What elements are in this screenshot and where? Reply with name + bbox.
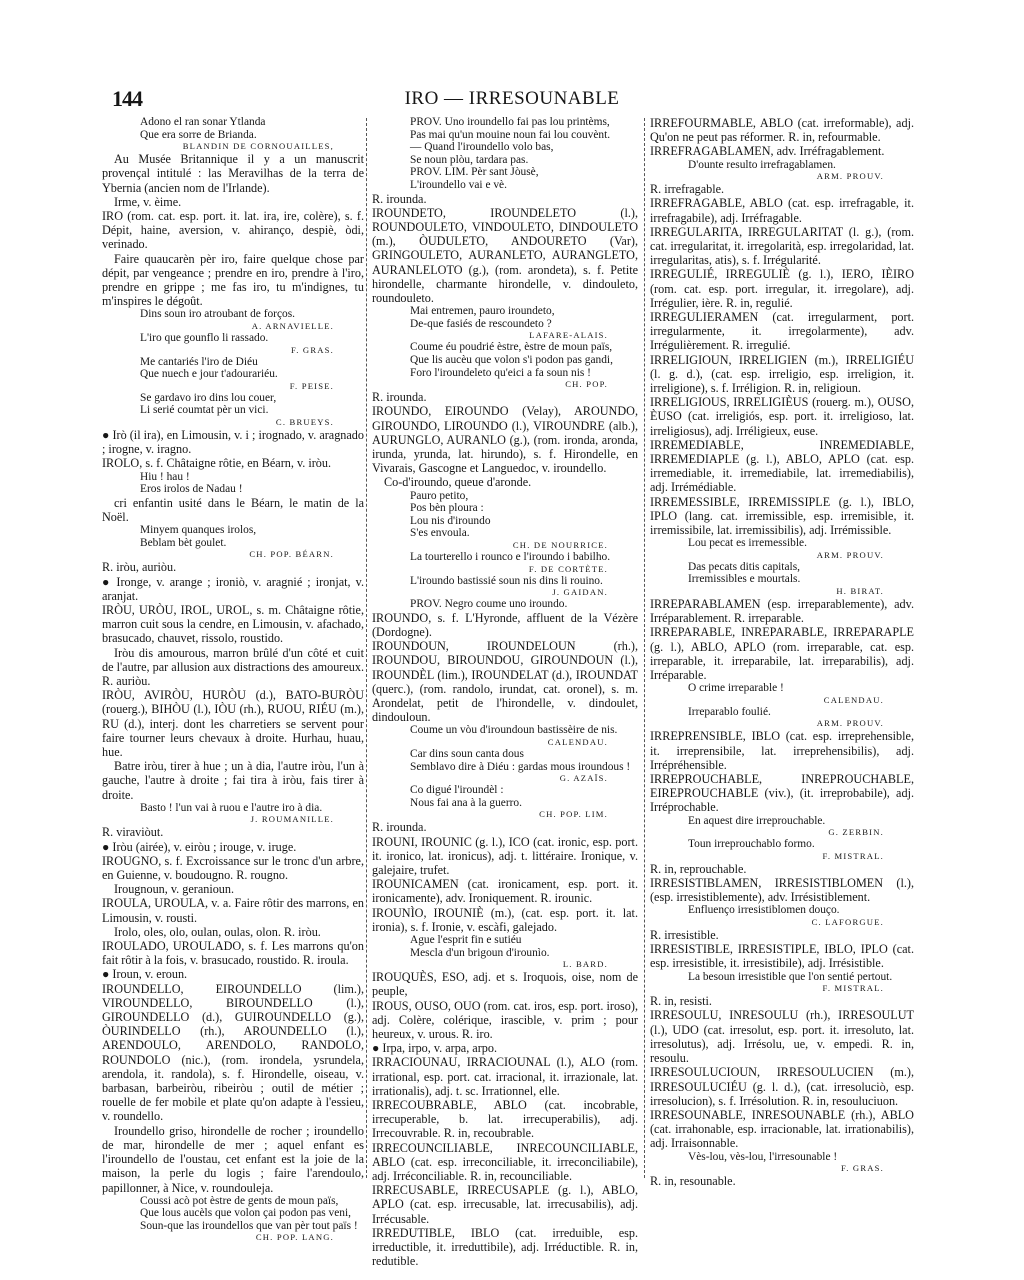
dictionary-entry: IRREDUTIBLE, IBLO (cat. irreduible, esp. irreductible, it. irreduttibile), adj. Irréductible. R. in, redutible. [372,1225,638,1269]
quotation-line: Li serié coumtat pèr un vici. [140,404,269,417]
dictionary-entry: ● Iroun, v. eroun. [102,967,188,982]
quotation-line: Dins soun iro atroubant de forços. [140,308,296,321]
dictionary-entry: IRREPROUCHABLE, INREPROUCHABLE, EIREPROUCHABLE (viv.), (it. irreprobabile), adj. Irréprochable. [650,772,914,815]
dictionary-entry: IRÒU, URÒU, IROL, UROL, s. m. Châtaigne rôtie, marron cuit sous la cendre, en Limousin, v. afachado, brasucado, chauvet, rissolo, roustido. [102,602,364,646]
quotation-line: Beblam bèt goulet. [140,536,227,549]
dictionary-entry: IRREPRENSIBLE, IBLO (cat. esp. irreprehensible, it. irreprensibile, lat. irreprehensibilis), adj. Irrépréhensible. [650,729,914,772]
entry-paragraph: Irougnoun, v. geranioun. [114,882,235,897]
quotation-attribution: J. ROUMANILLE. [250,814,334,825]
quotation-line: Mai entremen, pauro iroundeto, [410,305,555,318]
quotation-line: — Quand l'iroundello volo bas, [410,141,554,154]
dictionary-entry: IRREPARABLAMEN (esp. irreparablemente), adv. Irréparablement. R. irreparable. [650,597,914,626]
dictionary-entry: R. in, resounable. [650,1174,736,1189]
quotation-line: Pos bèn ploura : [410,502,484,515]
dictionary-entry: IRRESISTIBLE, IRRESISTIPLE, IBLO, IPLO (cat. esp. irresistible, it. irresistibile), adj. Irrésistible. [650,942,914,971]
dictionary-entry: R. in, reprouchable. [650,861,747,876]
entry-paragraph: Irolo, oles, olo, oulan, oulas, olon. R. iròu. [114,924,321,939]
dictionary-entry: IRRESOULU, INRESOULU (rh.), IRRESOULUT (l.), UDO (cat. irresolut, esp. port. it. irresoluto, lat. irresolutus), adj. Irrésolu, ue, v. empedi. R. in, resoulu. [650,1008,914,1066]
dictionary-entry: IROUNDO, EIROUNDO (Velay), AROUNDO, GIROUNDO, LIROUNDO (l.), VIROUNDRE (alb.), AURUNGLO, AURANLO (g.), (rom. ironda, aronda, irunda, yrunda, lat. hirundo), s. f. Hirondelle, en Vivarais, Gascogne et Languedoc, v. iroundello. [372,404,638,476]
quotation-attribution: H. BIRAT. [836,586,884,597]
quotation-line: Co digué l'iroundèl : [410,784,504,797]
quotation-line: L'iro que gounflo li rassado. [140,332,269,345]
quotation-line: Das pecats ditis capitals, [688,560,800,573]
dictionary-entry: ● Ironge, v. arange ; ironiò, v. aragnié ; ironjat, v. aranjat. [102,574,364,603]
page-header [112,86,912,116]
quotation-line: Coussi acò pot èstre de gents de moun païs, [140,1194,339,1207]
quotation-attribution: LAFARE-ALAIS. [529,330,608,341]
quotation-line: L'iroundo bastissié soun nis dins li rouino. [410,574,603,587]
quotation-attribution: CALENDAU. [823,694,884,705]
dictionary-entry: R. iròu, auriòu. [102,560,177,575]
running-title: IRO — IRRESOUNABLE [404,88,620,109]
quotation-line: O crime irreparable ! [688,682,784,695]
dictionary-entry: IRREMEDIABLE, INREMEDIABLE, IRREMEDIAPLE (g. l.), ABLO, APLO (cat. esp. irremediable, it. irremediabile, lat. irremediabilis), adj. Irrémédiable. [650,437,914,495]
dictionary-entry: ● Iròu (airée), v. eiròu ; irouge, v. iruge. [102,839,297,854]
dictionary-entry: IROUNÌO, IROUNIÈ (m.), (cat. esp. port. it. lat. ironia), s. f. Ironie, v. escàfi, galejado. [372,905,638,934]
quotation-line: Irreparablo foulié. [688,705,771,718]
quotation-line: Lou pecat es irremessible. [688,537,807,550]
entry-paragraph: Batre iròu, tirer à hue ; un à dia, l'autre iròu, l'un à gauche, l'autre à droite ; fai tira à iròu, fais tirer à droite. [102,759,364,802]
dictionary-entry: R. irounda. [372,820,427,835]
dictionary-entry: IRRACIOUNAU, IRRACIOUNAL (l.), ALO (rom. irrational, esp. port. cat. irracional, it. irrazionale, lat. irrationalis), adj. t. sc. Irrationnel, elle. [372,1055,638,1098]
quotation-line: PROV. Negro coume uno iroundo. [410,598,568,611]
entry-paragraph: Irme, v. èime. [114,194,182,209]
column-divider [644,118,645,1178]
dictionary-entry: IROUNI, IROUNIC (g. l.), ICO (cat. ironic, esp. port. it. ironico, lat. ironicus), adj. t. littéraire. Ironique, v. galejaire, trufet. [372,834,638,877]
entry-paragraph: Faire quaucarèn pèr iro, faire quelque chose par dépit, par vengeance ; prendre en iro, prendre à l'iro, prendre en grippe ; me fas iro, tu m'indignes, tu m'inspires le dégoût. [102,251,364,309]
quotation-attribution: G. AZAÏS. [559,773,608,784]
quotation-line: Irremissibles e mourtals. [688,573,801,586]
dictionary-entry: IROUNDETO, IROUNDELETO (l.), ROUNDOULETO, VINDOULETO, DINDOULETO (m.), ÒUDULETO, ANDOURETO (Var), GRINGOULETO, AURANLETO, AURANGLETO, AURANLELOTO (g.), (rom. arondeta), s. f. Petite hirondelle, charmante hirondelle, v. dindouleto, roundouleto. [372,205,638,305]
entry-paragraph: Co-d'iroundo, queue d'aronde. [384,475,532,490]
quotation-attribution: L. BARD. [562,959,608,970]
quotation-attribution: ARM. PROUV. [816,549,884,560]
quotation-attribution: BLANDIN DE CORNOUAILLES, [182,141,334,152]
dictionary-entry: IROUS, OUSO, OUO (rom. cat. iros, esp. port. iroso), adj. Colère, colérique, irascible, v. prim ; pour heureux, v. urous. R. iro. [372,998,638,1041]
dictionary-entry: IROUQUÈS, ESO, adj. et s. Iroquois, oise, nom de peuple, [372,970,638,999]
quotation-attribution: CALENDAU. [547,736,608,747]
quotation-attribution: F. MISTRAL. [822,983,884,994]
entry-paragraph: Iròu dis amourous, marron brûlé d'un côté et cuit de l'autre, par allusion aux distractions des amoureux. R. auriòu. [102,645,364,688]
quotation-line: Lou nis d'iroundo [410,514,491,527]
dictionary-entry: IROULA, UROULA, v. a. Faire rôtir des marrons, en Limousin, v. rousti. [102,896,364,925]
dictionary-entry: ● Irò (il ira), en Limousin, v. i ; irognado, v. aragnado ; irogne, v. iragno. [102,427,364,457]
quotation-attribution: C. BRUEYS. [275,416,334,427]
quotation-attribution: F. DE CORTÈTE. [528,563,608,574]
quotation-line: De-que fasiés de rescoundeto ? [410,317,552,330]
column-divider [366,118,367,1178]
quotation-line: Nous fai ana à la guerro. [410,796,522,809]
quotation-line: PROV. Uno iroundello fai pas lou printèms, [410,116,610,128]
quotation-line: Vès-lou, vès-lou, l'irresounable ! [688,1150,838,1163]
quotation-line: S'es envoula. [410,527,470,540]
quotation-line: Eros irolos de Nadau ! [140,483,243,496]
quotation-attribution: CH. POP. [565,379,608,390]
dictionary-entry: IRREFOURMABLE, ABLO (cat. irreformable), adj. Qu'on ne peut pas réformer. R. in, refourmable. [650,116,914,145]
quotation-line: Semblavo dire à Diéu : gardas mous iroundous ! [410,760,631,773]
quotation-attribution: F. PEISE. [289,380,334,391]
dictionary-entry: IRRECUSABLE, IRRECUSAPLE (g. l.), ABLO, APLO (cat. esp. irrecusable, lat. irrecusabilis), adj. Irrécusable. [372,1183,638,1226]
dictionary-entry: IRRESOUNABLE, INRESOUNABLE (rh.), ABLO (cat. irrahonable, esp. irracionable, lat. irrationabilis), adj. Irraisonnable. [650,1107,914,1151]
dictionary-entry: R. in, resisti. [650,994,712,1009]
quotation-line: Enfluenço irresistiblomen douço. [688,904,840,917]
quotation-line: Toun irreprouchablo formo. [688,838,815,851]
entry-paragraph: Iroundello griso, hirondelle de rocher ; iroundello de mar, hirondelle de mer ; aquel enfant es l'iroundello de l'oustau, cet enfant est la joie de la maison, la perle du logis ; faire l'arendoulo, papillonner, à Nice, v. roundouleja. [102,1123,364,1195]
quotation-line: Hiu ! hau ! [140,470,190,483]
dictionary-entry: IROULADO, UROULADO, s. f. Les marrons qu'on fait rôtir à la fois, v. brasucado, roustido. R. iroula. [102,939,364,968]
dictionary-entry: R. irounda. [372,191,427,206]
middle-column [372,116,638,1269]
quotation-line: Pauro petito, [410,489,469,502]
dictionary-entry: R. viraviòut. [102,825,164,840]
dictionary-entry: IROUNDO, s. f. L'Hyronde, affluent de la Vézère (Dordogne). [372,610,638,639]
quotation-line: La besoun irresistible que l'on sentié pertout. [688,970,893,983]
dictionary-entry: IRRESISTIBLAMEN, IRRESISTIBLOMEN (l.), (esp. irresistiblemente), adv. Irrésistiblement. [650,876,914,905]
quotation-attribution: F. GRAS. [840,1163,884,1174]
quotation-line: Mescla d'un brigoun d'irounìo. [410,946,550,959]
quotation-line: Que era sorre de Brianda. [140,128,257,141]
dictionary-entry: IRREFRAGABLAMEN, adv. Irréfragablement. [650,144,885,159]
left-column [102,116,364,1243]
quotation-line: Coume un vòu d'iroundoun bastissèire de nis. [410,724,618,737]
dictionary-entry: R. irrefragable. [650,182,725,197]
dictionary-entry: IRREFRAGABLE, ABLO (cat. esp. irrefragable, it. irrefragabile), adj. Irréfragable. [650,196,914,225]
quotation-line: PROV. LIM. Pèr sant Jòusè, [410,166,539,179]
quotation-attribution: CH. POP. LANG. [255,1232,334,1243]
quotation-attribution: ARM. PROUV. [816,718,884,729]
entry-paragraph: cri enfantin usité dans le Béarn, le matin de la Noël. [102,495,364,524]
quotation-line: Foro l'iroundeleto qu'eici a fa soun nis ! [410,366,591,379]
quotation-line: Minyem quanques irolos, [140,524,257,537]
quotation-line: Que lous aucèls que volon çai podon pas veni, [140,1207,351,1220]
dictionary-entry: R. irresistible. [650,928,719,943]
quotation-line: Que lis aucèu que volon s'i podon pas gandi, [410,353,613,366]
dictionary-entry: IRRELIGIOUN, IRRELIGIEN (m.), IRRELIGIÉU (l. g. d.), (cat. esp. irreligio, esp. irreligion, it. irreligione), s. f. Irréligion. R. in, religioun. [650,352,914,396]
quotation-attribution: CH. DE NOURRICE. [512,539,608,550]
quotation-attribution: CH. POP. LIM. [539,809,608,820]
dictionary-entry: IRO (rom. cat. esp. port. it. lat. ira, ire, colère), s. f. Dépit, haine, aversion, v. ahiranço, despiè, òdi, verinado. [102,209,364,252]
quotation-line: D'ounte resulto irrefragablamen. [688,158,836,171]
dictionary-entry: ● Irpa, irpo, v. arpa, arpo. [372,1041,498,1056]
quotation-attribution: CH. POP. BÉARN. [249,549,334,560]
dictionary-entry: IRRELIGIOUS, IRRELIGIÈUS (rouerg. m.), OUSO, ÈUSO (cat. irreligiós, esp. port. it. irreligioso, lat. irreligiosus), adj. Irréligieux, euse. [650,395,914,438]
dictionary-entry: IROUNDOUN, IROUNDELOUN (rh.), IROUNDOU, BIROUNDOU, GIROUNDOUN (l.), IROUNDÈL (lim.), IROUNDELAT (d.), IROUNDAT (querc.), (rom. randolo, irundat, cat. oronel), s. m. Arondelat, petit de l'hirondelle, v. dindoulet, dindouloun. [372,639,638,725]
quotation-line: Me cantariés l'iro de Diéu [140,355,258,368]
right-column [650,116,914,1196]
quotation-line: Car dins soun canta dous [410,747,524,760]
quotation-attribution: F. GRAS. [290,344,334,355]
dictionary-entry: R. irounda. [372,390,427,405]
quotation-attribution: F. MISTRAL. [822,850,884,861]
quotation-attribution: C. LAFORGUE. [811,917,884,928]
quotation-line: La tourterello i rounco e l'iroundo i babilho. [410,550,611,563]
quotation-attribution: J. GAIDAN. [552,587,608,598]
quotation-line: Basto ! l'un vai à ruou e l'autre iro à dia. [140,801,323,814]
quotation-attribution: A. ARNAVIELLE. [251,321,334,332]
quotation-line: Se gardavo iro dins lou couer, [140,391,277,404]
dictionary-entry: IROLO, s. f. Châtaigne rôtie, en Béarn, v. iròu. [102,456,332,471]
dictionary-entry: IRREGULIERAMEN (cat. irregularment, port. irregularmente, it. irregolarmente), adv. Irrégulièrement. R. irregulié. [650,310,914,353]
entry-paragraph: Au Musée Britannique il y a un manuscrit provençal intitulé : las Meravilhas de la terra de Ybernia (ancien nom de l'Irlande). [102,152,364,195]
quotation-line: Adono el ran sonar Ytlanda [140,116,266,128]
dictionary-entry: IRRECOUNCILIABLE, INRECOUNCILIABLE, ABLO (cat. esp. irreconciliable, it. irreconciliabile), adj. Irréconciliable. R. in, recounciliable. [372,1140,638,1183]
dictionary-entry: IRRECOUBRABLE, ABLO (cat. incobrable, irrecuperable, b. lat. irrecuperabilis), adj. Irrecouvrable. R. in, recoubrable. [372,1097,638,1141]
quotation-line: En aquest dire irreprouchable. [688,814,826,827]
dictionary-entry: IROUNICAMEN (cat. ironicament, esp. port. it. ironicamente), adv. Ironiquement. R. irounic. [372,877,638,906]
quotation-line: Que nuech e jour t'adourariéu. [140,368,278,381]
quotation-line: Coume éu poudrié èstre, èstre de moun païs, [410,341,613,354]
dictionary-entry: IRÒU, AVIRÒU, HURÒU (d.), BATO-BURÒU (rouerg.), BIHÒU (l.), IÒU (rh.), RUOU, RIÉU (m.), RU (d.), interj. dont les charretiers se servent pour faire tourner leurs chevaux à droite. Hurhau, huau, hue. [102,688,364,760]
dictionary-entry: IRREPARABLE, INREPARABLE, IRREPARAPLE (g. l.), ABLO, APLO (rom. irreparable, cat. esp. irreparable, it. irreparabile, lat. irreparabilis), adj. Irréparable. [650,625,914,683]
dictionary-entry: IROUNDELLO, EIROUNDELLO (lim.), VIROUNDELLO, BIROUNDELLO (l.), GIROUNDELLO (d.), GUIROUNDELLO (g.), ÒURINDELLO (rh.), AROUNDELLO (l.), ARENDOULO, ARENDOLO, RANDOLO, ROUNDOLO (nic.), (rom. irondela, ysrundela, arendola, it. randola), s. f. Hirondelle, oiseau, v. barbasan, barbeiròu, ribeiròu ; outil de métier ; rouelle de fer mobile et plate qu'on adapte à l'essieu, v. roundello. [102,981,364,1124]
dictionary-entry: IRRESOULUCIOUN, IRRESOULUCIEN (m.), IRRESOULUCIÉU (g. l. d.), (cat. irresoluciò, esp. irresolucion), s. f. Irrésolution. R. in, resouluciuon. [650,1065,914,1108]
page-number: 144 [112,86,142,111]
quotation-line: Soun-que las iroundellos que van pèr tout païs ! [140,1219,358,1232]
quotation-line: Pas mai qu'un mouine noun fai lou couvènt. [410,128,611,141]
quotation-line: Se noun plòu, tardara pas. [410,153,529,166]
dictionary-entry: IRREGULIÉ, IRREGULIÈ (g. l.), IERO, IÈIRO (rom. cat. esp. port. irregular, it. irregolare), adj. Irrégulier, ière. R. in, regulié. [650,267,914,310]
dictionary-entry: IRREGULARITA, IRREGULARITAT (l. g.), (rom. cat. irregularitat, it. irregolarità, esp. irregolaridad, lat. irregularitas, atis), s. f. Irrégularité. [650,224,914,268]
quotation-attribution: ARM. PROUV. [816,171,884,182]
quotation-line: L'iroundello vai e vè. [410,178,507,191]
dictionary-entry: IROUGNO, s. f. Excroissance sur le tronc d'un arbre, en Guienne, v. boudougno. R. rougno. [102,853,364,883]
dictionary-entry: IRREMESSIBLE, IRREMISSIPLE (g. l.), IBLO, IPLO (lang. cat. irremissible, esp. irremisible, it. irremissibile, lat. irremissibilis), adj. Irrémissible. [650,494,914,538]
quotation-attribution: G. ZERBIN. [828,827,884,838]
quotation-line: Ague l'esprit fin e sutiéu [410,933,522,946]
